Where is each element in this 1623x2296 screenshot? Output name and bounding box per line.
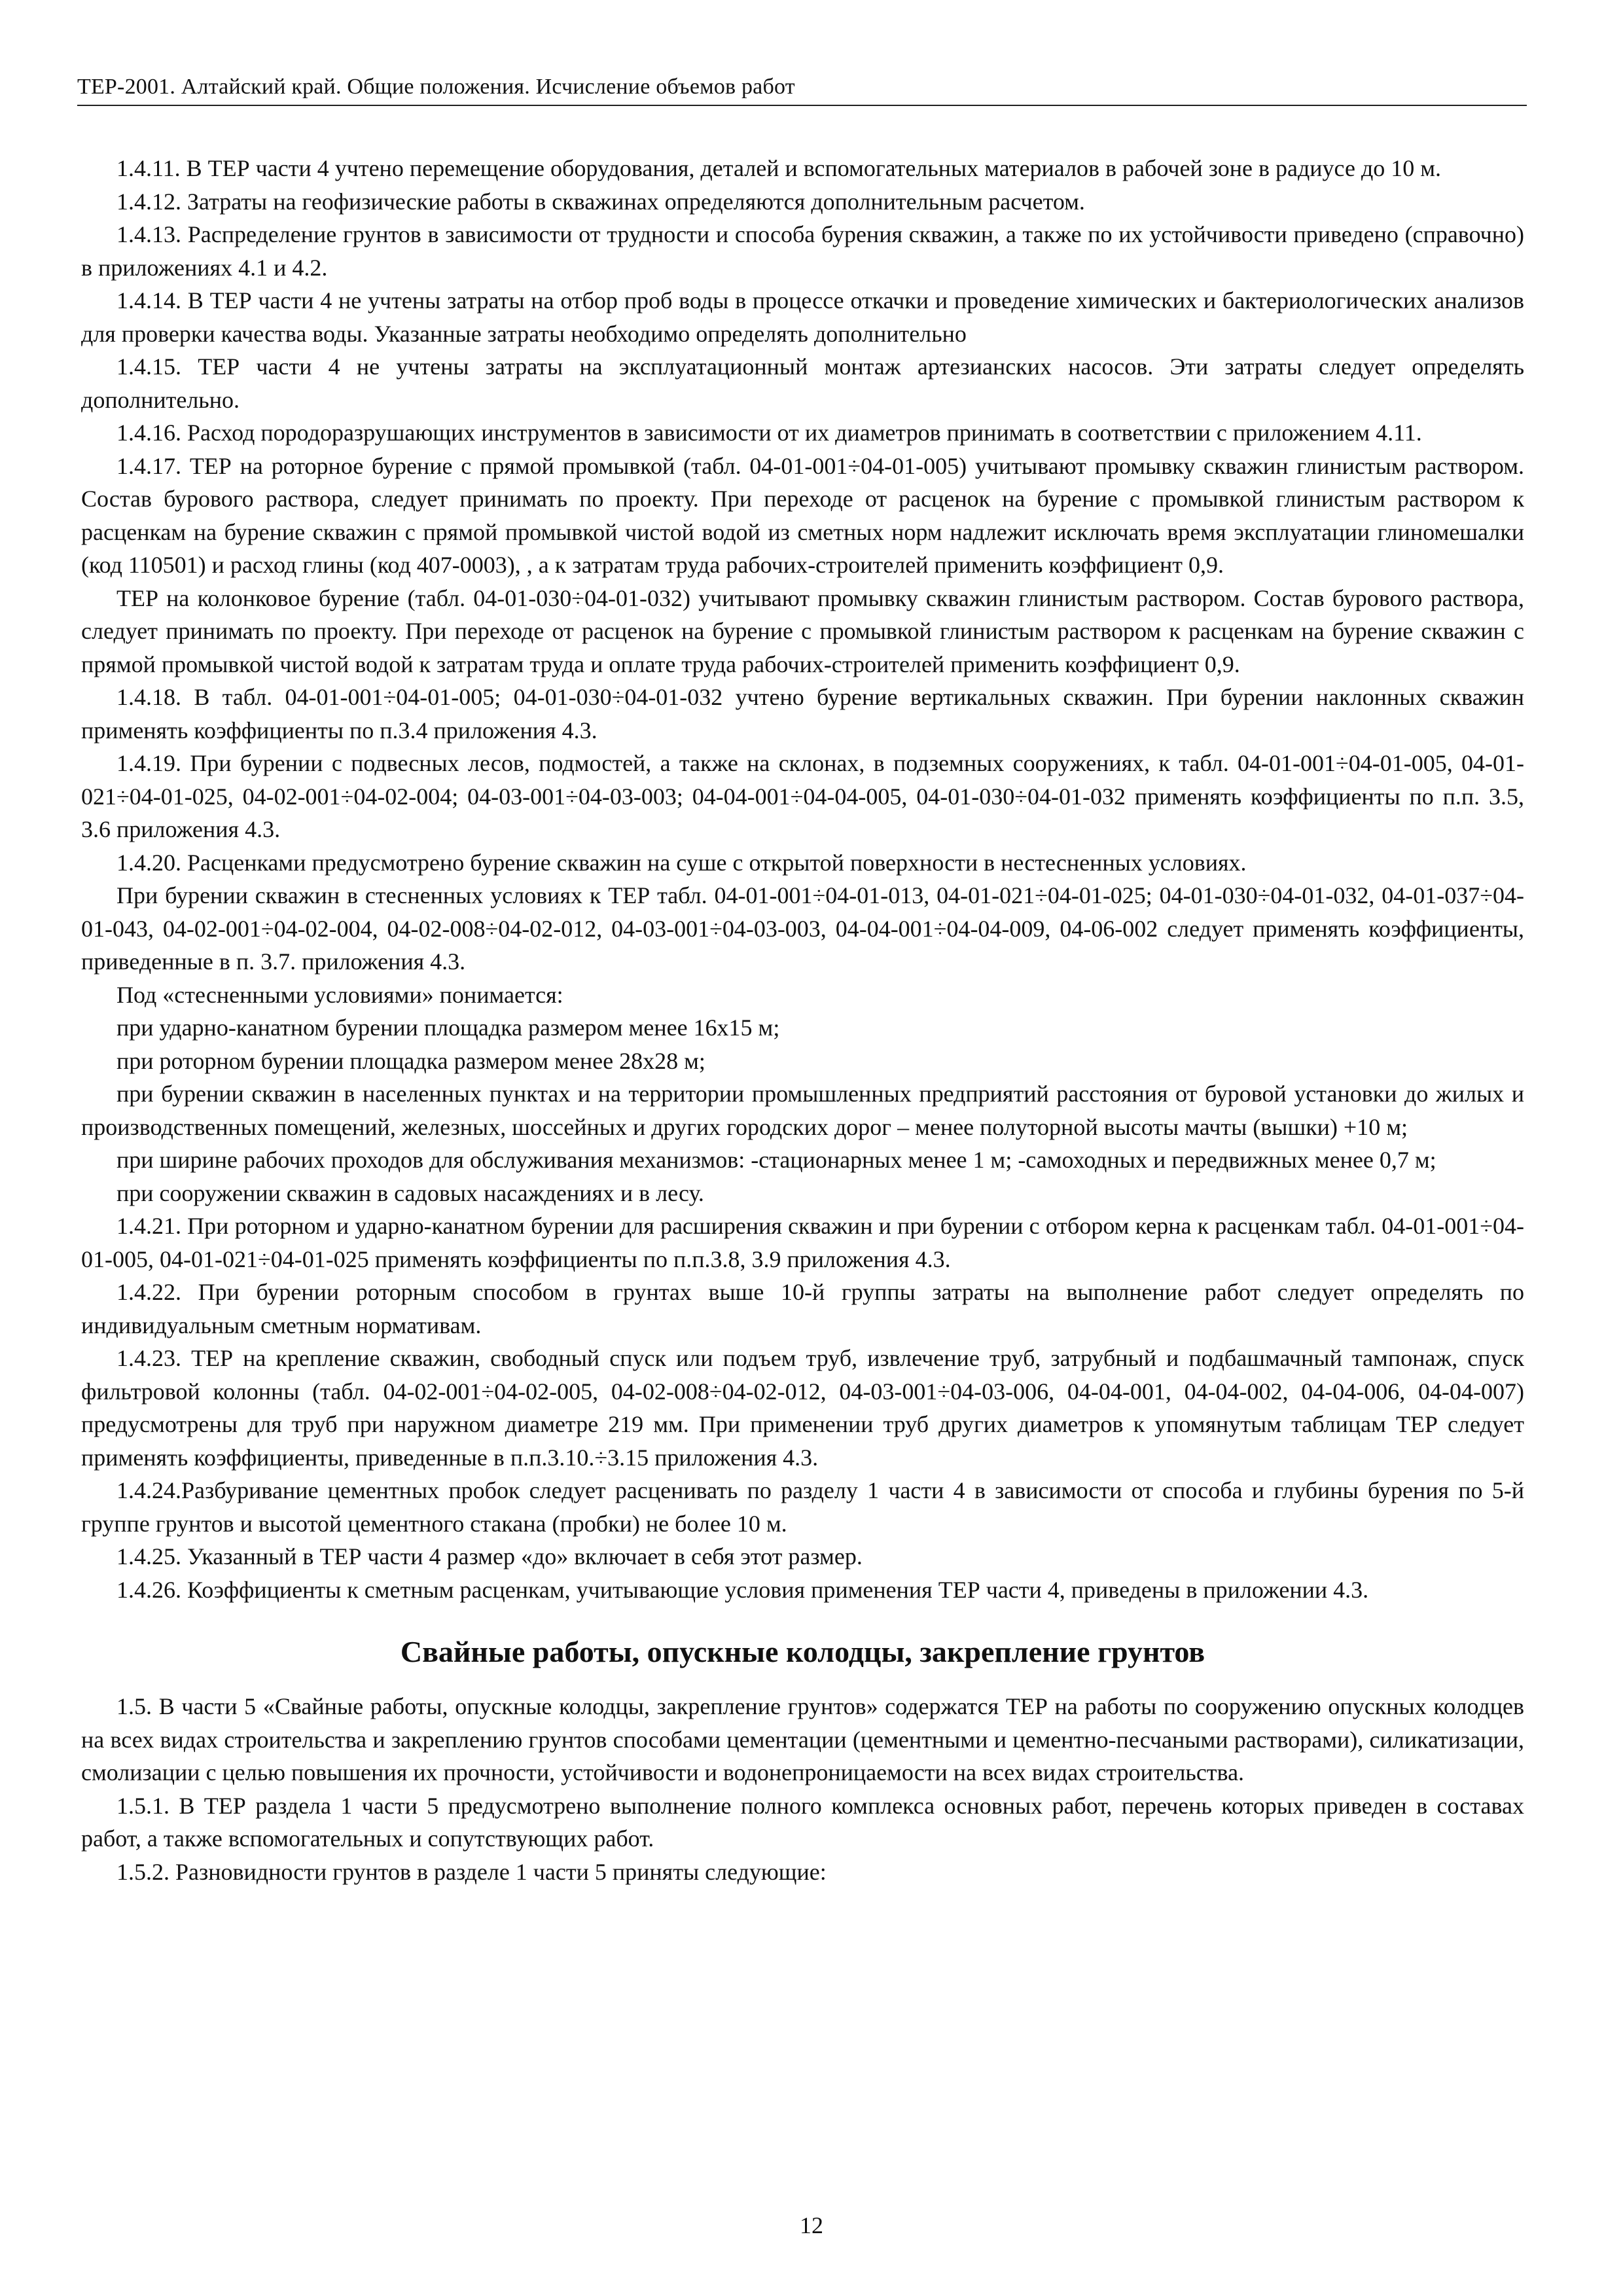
- paragraph: 1.4.19. При бурении с подвесных лесов, подмостей, а также на склонах, в подземных сооружениях, к табл. 04-01-001÷04-01-005, 04-01-021÷04-01-025, 04-02-001÷04-02-004; 04-03-001÷04-03-003; 04-04-001÷04-04-005, 04-01-030÷04-01-032 применять коэффициенты по п.п. 3.5, 3.6 приложения 4.3.: [81, 750, 1524, 842]
- paragraph: 1.4.23. ТЕР на крепление скважин, свободный спуск или подъем труб, извлечение труб, затрубный и подбашмачный тампонаж, спуск фильтровой колонны (табл. 04-02-001÷04-02-005, 04-02-008÷04-02-012, 04-03-001÷04-03-006, 04-04-001, 04-04-002, 04-04-006, 04-04-007) предусмотрены для труб при наружном диаметре 219 мм. При применении труб других диаметров к упомянутым таблицам ТЕР следует применять коэффициенты, приведенные в п.п.3.10.÷3.15 приложения 4.3.: [81, 1345, 1524, 1471]
- paragraph: 1.5.2. Разновидности грунтов в разделе 1 части 5 приняты следующие:: [116, 1858, 827, 1885]
- paragraph: 1.4.25. Указанный в ТЕР части 4 размер «до» включает в себя этот размер.: [116, 1543, 863, 1570]
- list-item: при бурении скважин в населенных пунктах и на территории промышленных предприятий расстояния от буровой установки до жилых и производственных помещений, железных, шоссейных и других городских дорог – менее полуторной высоты мачты (вышки) +10 м;: [81, 1081, 1524, 1140]
- header-divider: [77, 105, 1527, 106]
- paragraph: 1.4.15. ТЕР части 4 не учтены затраты на эксплуатационный монтаж артезианских насосов. Эти затраты следует определять дополнительно.: [81, 353, 1524, 413]
- paragraph: 1.4.21. При роторном и ударно-канатном бурении для расширения скважин и при бурении с отбором керна к расценкам табл. 04-01-001÷04-01-005, 04-01-021÷04-01-025 применять коэффициенты по п.п.3.8, 3.9 приложения 4.3.: [81, 1213, 1524, 1272]
- paragraph: При бурении скважин в стесненных условиях к ТЕР табл. 04-01-001÷04-01-013, 04-01-021÷04-01-025; 04-01-030÷04-01-032, 04-01-037÷04-01-043, 04-02-001÷04-02-004, 04-02-008÷04-02-012, 04-03-001÷04-03-003, 04-04-001÷04-04-009, 04-06-002 следует применять коэффициенты, приведенные в п. 3.7. приложения 4.3.: [81, 882, 1524, 975]
- paragraph: 1.4.20. Расценками предусмотрено бурение скважин на суше с открытой поверхности в нестесненных условиях.: [116, 849, 1247, 876]
- page-number: 12: [800, 2212, 823, 2238]
- list-item: при ширине рабочих проходов для обслуживания механизмов: -стационарных менее 1 м; -самоходных и передвижных менее 0,7 м;: [116, 1147, 1436, 1173]
- paragraph: 1.4.22. При бурении роторным способом в грунтах выше 10-й группы затраты на выполнение работ следует определять по индивидуальным сметным нормативам.: [81, 1279, 1524, 1338]
- paragraph: 1.4.26. Коэффициенты к сметным расценкам, учитывающие условия применения ТЕР части 4, приведены в приложении 4.3.: [116, 1576, 1369, 1603]
- body-text: [81, 152, 1524, 1888]
- paragraph: 1.5.1. В ТЕР раздела 1 части 5 предусмотрено выполнение полного комплекса основных работ, перечень которых приведен в составах работ, а также вспомогательных и сопутствующих работ.: [81, 1792, 1524, 1852]
- paragraph: 1.4.11. В ТЕР части 4 учтено перемещение оборудования, деталей и вспомогательных материалов в рабочей зоне в радиусе до 10 м.: [116, 155, 1442, 181]
- paragraph: 1.4.17. ТЕР на роторное бурение с прямой промывкой (табл. 04-01-001÷04-01-005) учитывают промывку скважин глинистым раствором. Состав бурового раствора, следует принимать по проекту. При переходе от расценок на бурение с промывкой глинистым раствором к расценкам на бурение скважин с прямой промывкой чистой водой из сметных норм надлежит исключать время эксплуатации глиномешалки (код 110501) и расход глины (код 407-0003), , а к затратам труда рабочих-строителей применить коэффициент 0,9.: [81, 452, 1524, 578]
- list-item: при сооружении скважин в садовых насаждениях и в лесу.: [116, 1179, 704, 1206]
- paragraph: Под «стесненными условиями» понимается:: [116, 981, 563, 1008]
- paragraph: 1.5. В части 5 «Свайные работы, опускные колодцы, закрепление грунтов» содержатся ТЕР на работы по сооружению опускных колодцев на всех видах строительства и закреплению грунтов способами цементации (цементными и цементно-песчаными растворами), силикатизации, смолизации с целью повышения их прочности, устойчивости и водонепроницаемости на всех видах строительства.: [81, 1693, 1524, 1785]
- list-item: при роторном бурении площадка размером менее 28х28 м;: [116, 1047, 705, 1074]
- section-heading: Свайные работы, опускные колодцы, закрепление грунтов: [400, 1635, 1205, 1668]
- paragraph: 1.4.18. В табл. 04-01-001÷04-01-005; 04-01-030÷04-01-032 учтено бурение вертикальных скважин. При бурении наклонных скважин применять коэффициенты по п.3.4 приложения 4.3.: [81, 684, 1524, 744]
- paragraph: 1.4.14. В ТЕР части 4 не учтены затраты на отбор проб воды в процессе откачки и проведение химических и бактериологических анализов для проверки качества воды. Указанные затраты необходимо определять дополнительно: [81, 287, 1524, 347]
- paragraph: 1.4.12. Затраты на геофизические работы в скважинах определяются дополнительным расчетом.: [116, 188, 1085, 215]
- list-item: при ударно-канатном бурении площадка размером менее 16х15 м;: [116, 1014, 780, 1041]
- paragraph: 1.4.16. Расход породоразрушающих инструментов в зависимости от их диаметров принимать в соответствии с приложением 4.11.: [116, 420, 1422, 446]
- running-header: ТЕР-2001. Алтайский край. Общие положения. Исчисление объемов работ: [77, 75, 795, 99]
- paragraph: 1.4.24.Разбуривание цементных пробок следует расценивать по разделу 1 части 4 в зависимости от способа и глубины бурения по 5-й группе грунтов и высотой цементного стакана (пробки) не более 10 м.: [81, 1477, 1524, 1537]
- paragraph: ТЕР на колонковое бурение (табл. 04-01-030÷04-01-032) учитывают промывку скважин глинистым раствором. Состав бурового раствора, следует принимать по проекту. При переходе от расценок на бурение с промывкой глинистым раствором к расценкам на бурение скважин с прямой промывкой чистой водой к затратам труда и оплате труда рабочих-строителей применить коэффициент 0,9.: [81, 584, 1524, 677]
- paragraph: 1.4.13. Распределение грунтов в зависимости от трудности и способа бурения скважин, а также по их устойчивости приведено (справочно) в приложениях 4.1 и 4.2.: [81, 221, 1524, 281]
